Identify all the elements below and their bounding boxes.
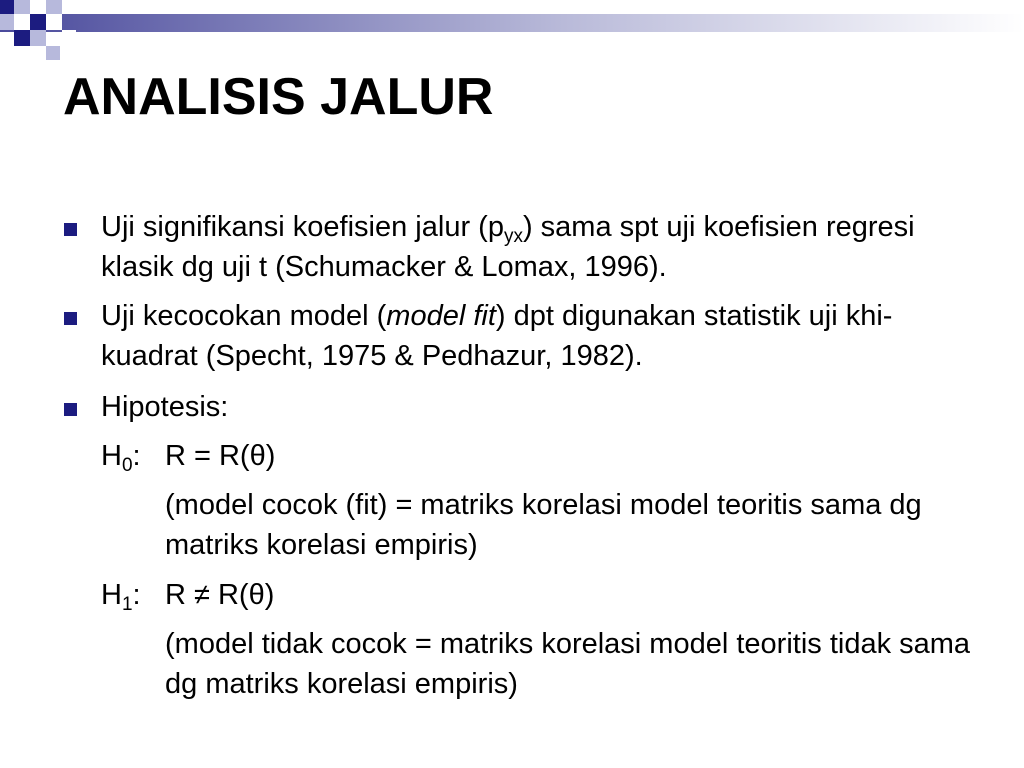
subscript: 0 [121,455,133,476]
italic-term: model fit [386,300,496,332]
bullet-square-icon [64,312,77,325]
bullet-item-model-fit [101,296,981,376]
hypothesis-h0-label [101,436,141,476]
deco-square [30,0,46,14]
hypothesis-h1-note: (model tidak cocok = matriks korelasi model teoritis tidak sama dg matriks korelasi empiris) [165,628,971,700]
hypothesis-h0-equation: R = R(θ) [165,440,276,472]
header-decoration [0,0,1024,64]
deco-square [0,0,14,14]
deco-square [30,14,46,30]
deco-square [46,46,60,60]
hypothesis-h1-label [101,575,141,615]
hypothesis-symbol: H [101,440,122,472]
hypothesis-h0-note: (model cocok (fit) = matriks korelasi model teoritis sama dg matriks korelasi empiris) [165,489,922,561]
bullet-item-significance [101,207,981,287]
bullet-text: ) sama spt uji koefisien regresi klasik dg uji t (Schumacker & Lomax, 1996). [101,211,915,283]
deco-square [46,14,62,30]
bullet-square-icon [64,223,77,236]
hypothesis-h1-equation: R ≠ R(θ) [165,579,275,611]
deco-square [62,0,76,14]
bullet-text: Uji kecocokan model ( [101,300,387,332]
bullet-square-icon [64,403,77,416]
slide-title: ANALISIS JALUR [63,68,494,126]
deco-square [14,30,30,46]
hypothesis-colon: : [132,579,141,611]
deco-square [0,14,14,30]
hypothesis-symbol: H [101,579,122,611]
deco-square [30,46,46,62]
deco-square [46,0,62,14]
subscript: yx [503,226,523,247]
deco-square [62,30,76,44]
bullet-text: ) dpt digunakan statistik uji khi-kuadrat (Specht, 1975 & Pedhazur, 1982). [101,300,893,372]
hypothesis-colon: : [132,440,141,472]
subscript: 1 [121,594,133,615]
bullet-text: Hipotesis: [101,391,229,423]
deco-square [14,0,30,14]
deco-square [14,14,30,30]
header-gradient-bar [0,14,1024,32]
deco-square [30,30,46,46]
bullet-item-hypothesis [101,387,981,427]
bullet-text: Uji signifikansi koefisien jalur (p [101,211,504,243]
